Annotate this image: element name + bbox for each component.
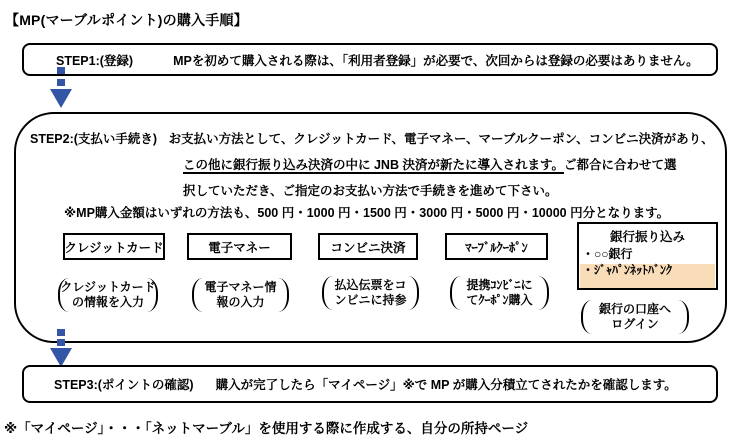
callout-coupon bbox=[450, 276, 549, 310]
step3-box bbox=[22, 365, 718, 403]
step1-label: STEP1:(登録) bbox=[56, 53, 134, 68]
step1-text: MPを初めて購入される際は、「利用者登録」が必要で、次回からは登録の必要はありません。 bbox=[173, 53, 699, 68]
callout-credit-card bbox=[58, 278, 158, 312]
method-box-e-money: 電子マネー bbox=[187, 233, 292, 260]
callout-konbini bbox=[322, 276, 419, 310]
callout-line: てｸｰﾎﾟﾝ購入 bbox=[466, 293, 533, 307]
step2-line1-text: お支払い方法として、クレジットカード、電子マネー、マーブルクーポン、コンビニ決済があり、 bbox=[168, 132, 714, 146]
arrow-dash bbox=[57, 329, 65, 336]
footnote: ※「マイページ」・・・「ネットマーブル」を使用する際に作成する、自分の所持ページ bbox=[4, 421, 529, 436]
arrow-dash bbox=[57, 67, 65, 74]
step1-box bbox=[22, 43, 718, 76]
down-arrow-icon bbox=[49, 329, 73, 367]
arrow-head bbox=[50, 89, 72, 108]
callout-line: ンビニに持参 bbox=[334, 293, 407, 307]
step2-line1 bbox=[30, 129, 714, 147]
callout-line: ログイン bbox=[611, 317, 659, 331]
callout-line: 電子マネー情 bbox=[204, 280, 277, 294]
bank-title: 銀行振り込み bbox=[609, 230, 685, 244]
callout-line: 報の入力 bbox=[216, 295, 265, 309]
arrow-dash bbox=[57, 339, 65, 346]
page-title: 【MP(マーブルポイント)の購入手順】 bbox=[5, 12, 248, 28]
callout-bank-login bbox=[581, 300, 689, 334]
callout-line: 払込伝票をコ bbox=[334, 278, 407, 292]
callout-line: クレジットカード bbox=[60, 280, 156, 294]
step2-line2-rest: ご都合に合わせて選 bbox=[563, 158, 677, 172]
callout-e-money bbox=[192, 278, 289, 312]
arrow-dash bbox=[57, 79, 65, 86]
method-box-marble-coupon: ﾏｰﾌﾞﾙｸｰﾎﾟﾝ bbox=[445, 233, 548, 260]
callout-line: の情報を入力 bbox=[71, 295, 144, 309]
step2-line3: 択していただき、ご指定のお支払い方法で手続きを進めて下さい。 bbox=[183, 184, 558, 198]
step2-line2 bbox=[183, 155, 676, 173]
step3-label: STEP3:(ポイントの確認) bbox=[54, 378, 194, 392]
bank-transfer-box bbox=[577, 222, 718, 290]
method-box-credit-card: クレジットカード bbox=[63, 233, 165, 260]
step2-label: STEP2:(支払い手続き) bbox=[30, 132, 158, 146]
bank-item-generic: ・○○銀行 bbox=[582, 247, 633, 261]
callout-line: 提携ｺﾝﾋﾞﾆに bbox=[466, 278, 533, 292]
callout-line: 銀行の口座へ bbox=[598, 302, 671, 316]
down-arrow-icon bbox=[49, 67, 73, 107]
method-box-konbini: コンビニ決済 bbox=[318, 233, 418, 260]
step2-amount-note: ※MP購入金額はいずれの方法も、500 円・1000 円・1500 円・3000 円・5000 円・10000 円分となります。 bbox=[64, 206, 670, 220]
bank-item-japan-net-bank: ・ｼﾞｬﾊﾟﾝﾈｯﾄﾊﾞﾝｸ bbox=[582, 263, 673, 277]
step3-text: 購入が完了したら「マイページ」※で MP が購入分積立てされたかを確認します。 bbox=[215, 378, 677, 392]
step2-line2-underlined: この他に銀行振り込み決済の中に JNB 決済が新たに導入されます。 bbox=[183, 158, 564, 172]
